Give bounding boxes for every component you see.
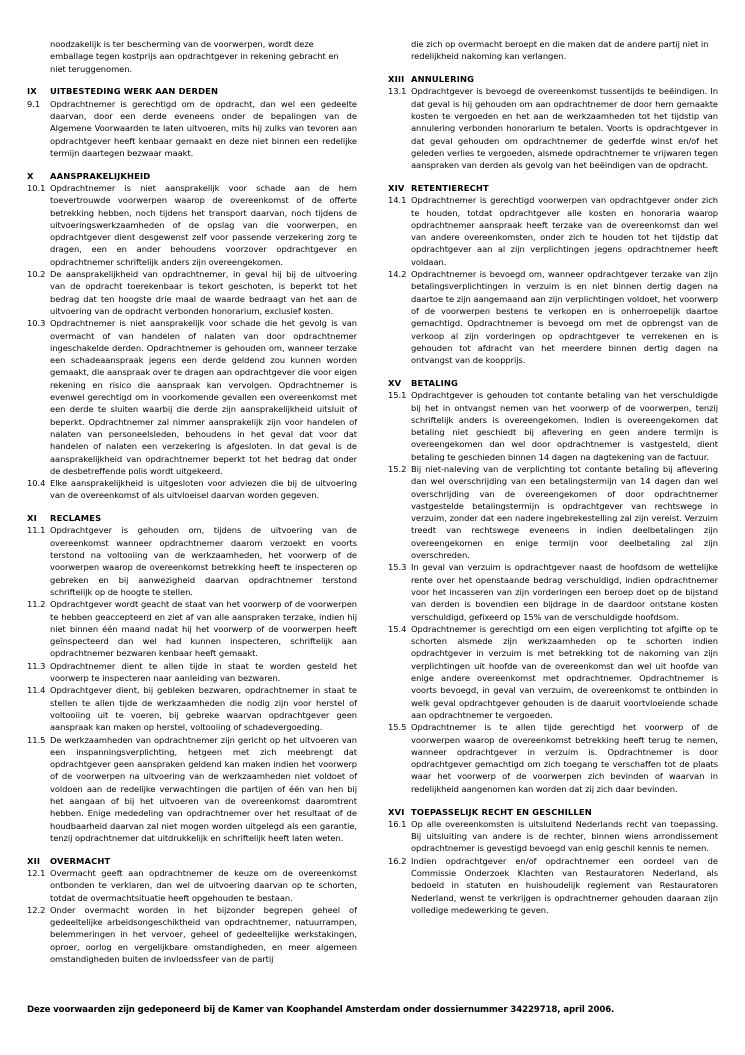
clause-text: Onder overmacht worden in het bijzonder begrepen geheel of gedeeltelijke arbeidsongeschiktheid van opdrachtnemer, natuurrampen, belemmeringen in het vervoer, geheel of gedeeltelijke werkstakingen, oproer, oorlog en vergelijkbare omstandigheden, en meer algemeen omstandigheden buiten de invloedssfeer van de partij — [50, 904, 357, 965]
clause-text: De werkzaamheden van opdrachtnemer zijn gericht op het uitvoeren van een inspanningsverplichting, hetgeen met zich meebrengt dat opdrachtgever geen aanspraken geldend kan maken indien het voorwerp of de voorwerpen na uitvoering van de werkzaamheden niet voldoet of voldoen aan de redelijke verwachtingen die partijen of één van hen bij het aangaan of bij het uitvoeren van de overeenkomst daaromtrent hebben. Enige mededeling van opdrachtnemer over het resultaat of de houdbaarheid daarvan zal niet mogen worden uitgelegd als een garantie, tenzij opdrachtnemer dat uitdrukkelijk en schriftelijk heeft laten weten. — [50, 734, 357, 843]
clause-text: Indien opdrachtgever en/of opdrachtnemer een oordeel van de Commissie Onderzoek Klachten van Restauratoren Nederland, als bedoeld in statuten en huishoudelijk reglement van Restauratoren Nederland, wenst te verkrijgen is opdrachtnemer gehouden daaraan zijn volledige medewerking te geven. — [411, 855, 718, 915]
clause-row — [388, 268, 718, 366]
clause-number: 15.1 — [388, 390, 407, 401]
clause-number: 10.3 — [27, 318, 46, 329]
clause-number: 15.3 — [388, 562, 407, 573]
clause-row — [27, 598, 357, 659]
section-roman-number: XV — [388, 377, 402, 388]
section-title: AANSPRAKELIJKHEID — [50, 170, 151, 181]
left-continuation-paragraph: noodzakelijk is ter bescherming van de voorwerpen, wordt deze emballage tegen kostprijs aan opdrachtgever in rekening gebracht en niet teruggenomen. — [50, 39, 339, 74]
clause-row — [27, 317, 357, 477]
section-heading — [388, 182, 718, 194]
clause-number: 14.2 — [388, 269, 407, 280]
section-heading — [388, 806, 718, 818]
clause-text: Opdrachtgever dient, bij gebleken bezwaren, opdrachtnemer in staat te stellen te allen tijde de werkzaamheden die nodig zijn voor herstel of voltooiing uit te voeren, bij gebreke waarvan opdrachtgever geen aanspraak kan maken op herstel, voltooiing of schadevergoeding. — [50, 685, 357, 733]
clause-row — [27, 98, 357, 159]
clause-row — [27, 660, 357, 685]
right-column — [388, 38, 718, 965]
section-title: ANNULERING — [411, 74, 475, 85]
clause-number: 16.2 — [388, 855, 407, 866]
clause-row — [27, 182, 357, 268]
clause-row — [388, 389, 718, 463]
clause-number: 10.4 — [27, 478, 46, 489]
left-column — [27, 38, 357, 965]
clause-number: 11.2 — [27, 599, 46, 610]
clause-text: Opdrachtnemer is niet aansprakelijk voor schade aan de hem toevertrouwde voorwerpen waarop de overeenkomst of de offerte betrekking hebben, noch tijdens het transport daarvan, noch tijdens de uitvoeringswerkzaamheden of de opslag van die voorwerpen, en opdrachtgever dient desgewenst zelf voor passende verzekering zorg te dragen, een en ander behoudens voorzover opdrachtgever en opdrachtnemer schriftelijk anders zijn overeengekomen. — [50, 182, 357, 267]
section-title: BETALING — [411, 377, 459, 388]
clause-row — [388, 561, 718, 622]
clause-number: 10.2 — [27, 269, 46, 280]
clause-text: Opdrachtnemer is bevoegd om, wanneer opdrachtgever terzake van zijn betalingsverplichtingen in verzuim is en niet binnen dertig dagen na daartoe te zijn aangemaand aan zijn verplichtingen voldoet, het voorwerp of de voorwerpen bestens te verkopen en is onherroepelijk daartoe gemachtigd. Opdrachtnemer is bevoegd om met de opbrengst van de verkoop al zijn vorderingen op opdrachtgever te verrekenen en is gehouden tot afdracht van het meerdere binnen dertig dagen na ontvangst van de koopprijs. — [411, 269, 718, 366]
section-heading — [27, 512, 357, 524]
clause-number: 12.1 — [27, 868, 46, 878]
clause-row — [388, 818, 718, 855]
section-title: RETENTIERECHT — [411, 182, 489, 193]
section-heading — [388, 377, 718, 389]
section-roman-number: XI — [27, 513, 37, 524]
section-roman-number: XII — [27, 855, 41, 866]
clause-number: 11.3 — [27, 660, 46, 671]
clause-text: De aansprakelijkheid van opdrachtnemer, in geval hij bij de uitvoering van de opdracht toerekenbaar is tekort geschoten, is beperkt tot het bedrag dat ten hoogste drie maal de waarde bedraagt van het aan de uitvoering van de opdracht verbonden honorarium, exclusief kosten. — [50, 269, 357, 316]
clause-number: 10.1 — [27, 182, 46, 193]
clause-number: 15.4 — [388, 623, 407, 634]
section-heading — [27, 170, 357, 182]
clause-row — [27, 524, 357, 598]
section-heading — [388, 73, 718, 85]
clause-number: 11.1 — [27, 525, 46, 536]
clause-text: Op alle overeenkomsten is uitsluitend Nederlands recht van toepassing. Bij uitsluiting van andere is de rechter, binnen wiens arrondissement opdrachtnemer is gevestigd bevoegd van enig geschil kennis te nemen. — [411, 818, 718, 854]
clause-text: Opdrachtnemer dient te allen tijde in staat te worden gesteld het voorwerp te inspecteren naar aanleiding van bezwaren. — [50, 660, 357, 684]
clause-row — [388, 463, 718, 561]
clause-text: Opdrachtnemer is gerechtigd om een eigen verplichting tot afgifte op te schorten alsmede zijn werkzaamheden op te schorten indien opdrachtgever in verzuim is met betrekking tot de nakoming van zijn verplichtingen uit hoofde van de overeenkomst dan wel uit hoofde van enige andere overeenkomst met opdrachtnemer. Opdrachtnemer is voorts bevoegd, in geval van verzuim, de overeenkomst te ontbinden in welk geval opdrachtgever gehouden is de daaruit voortvloeiende schade aan opdrachtnemer te vergoeden. — [411, 623, 718, 720]
section-title: TOEPASSELIJK RECHT EN GESCHILLEN — [411, 806, 592, 817]
clause-text: Opdrachtnemer is gerechtigd voorwerpen van opdrachtgever onder zich te houden, totdat opdrachtgever alle kosten en honoraria waarop opdrachtnemer aanspraak heeft terzake van de overeenkomst dan wel van andere overeenkomsten, onder zich te houden tot het tijdstip dat opdrachtgever aan al zijn verplichtingen jegens opdrachtnemer heeft voldaan. — [411, 195, 718, 267]
clause-row — [27, 268, 357, 317]
clause-text: In geval van verzuim is opdrachtgever naast de hoofdsom de wettelijke rente over het openstaande bedrag verschuldigd, indien opdrachtnemer voor het incasseren van zijn vorderingen een beroep doet op de bijstand van derden is bovendien een bijdrage in de daardoor ontstane kosten verschuldigd, gefixeerd op 15% van de verschuldigde hoofdsom. — [411, 562, 718, 622]
section-title: UITBESTEDING WERK AAN DERDEN — [50, 86, 219, 97]
clause-text: Opdrachtgever wordt geacht de staat van het voorwerp of de voorwerpen te hebben geaccepteerd en ziet af van alle aanspraken terzake, indien hij niet binnen één maand nadat hij het voorwerp of de voorwerpen heeft geïnspecteerd dan wel had kunnen inspecteren, schriftelijk aan opdrachtnemer bezwaren kenbaar heeft gemaakt. — [50, 599, 357, 659]
clause-row — [27, 867, 357, 904]
clause-number: 16.1 — [388, 818, 407, 829]
clause-text: Overmacht geeft aan opdrachtnemer de keuze om de overeenkomst ontbonden te verklaren, dan wel de uitvoering daarvan op te schorten, totdat de overmachtsituatie heeft opgehouden te bestaan. — [50, 868, 357, 903]
section-roman-number: XIV — [388, 182, 405, 193]
clause-row — [388, 855, 718, 916]
section-roman-number: XIII — [388, 74, 405, 85]
section-roman-number: IX — [27, 86, 37, 97]
clause-text: Opdrachtnemer is niet aansprakelijk voor schade die het gevolg is van overmacht of van handelen of nalaten van door opdrachtnemer ingeschakelde derden. Opdrachtnemer is gehouden om, wanneer terzake een schadeaanspraak jegens een derde geldend zou kunnen worden gemaakt, die aanspraak over te dragen aan opdrachtgever die voor eigen rekening en risico die aanspraak kan vervolgen. Opdrachtnemer is evenwel gerechtigd om in voorkomende gevallen een overeenkomst met een derde te sluiten waarbij die derde zijn aansprakelijkheid uitsluit of beperkt. Opdrachtnemer zal nimmer aansprakelijk zijn voor handelen of nalaten van personeelsleden, behoudens in het geval dat voor dat handelen of nalaten een verzekering is afgesloten. In dat geval is de aansprakelijkheid van opdrachtnemer beperkt tot het bedrag dat onder de desbetreffende polis wordt uitgekeerd. — [50, 318, 357, 476]
section-roman-number: X — [27, 170, 34, 181]
page-footer-note: Deze voorwaarden zijn gedeponeerd bij de Kamer van Koophandel Amsterdam onder dossiernummer 34229718, april 2006. — [27, 1005, 615, 1015]
clause-number: 11.4 — [27, 685, 46, 696]
clause-text: Opdrachtgever is bevoegd de overeenkomst tussentijds te beëindigen. In dat geval is hij gehouden om aan opdrachtnemer de door hem gemaakte kosten te vergoeden en het aan de werkzaamheden tot het tijdstip van annulering verbonden honorarium te betalen. Voorts is opdrachtgever in dat geval gehouden om opdrachtnemer de gederfde winst en/of het geleden verlies te vergoeden, alsmede opdrachtnemer te vrijwaren tegen aanspraken van derden als gevolg van het beëindigen van de opdracht. — [411, 86, 718, 171]
clause-number: 11.5 — [27, 734, 46, 745]
clause-number: 13.1 — [388, 86, 407, 97]
clause-text: Opdrachtnemer is gerechtigd om de opdracht, dan wel een gedeelte daarvan, door een derde eveneens onder de bepalingen van de Algemene Voorwaarden te laten uitvoeren, mits hij zulks van tevoren aan opdrachtgever heeft kenbaar gemaakt en deze niet binnen een redelijke termijn daartegen bezwaar maakt. — [50, 98, 357, 158]
clause-row — [388, 85, 718, 171]
clause-number: 12.2 — [27, 904, 46, 915]
clause-text: Opdrachtnemer is te allen tijde gerechtigd het voorwerp of de voorwerpen waarop de overeenkomst betrekking heeft terug te nemen, wanneer opdrachtgever in verzuim is. Opdrachtnemer is door opdrachtgever gemachtigd om zich toegang te verschaffen tot de plaats waar het voorwerp of de voorwerpen zich bevinden of waarvan in redelijkheid aangenomen kan worden dat zij zich daar bevinden. — [411, 722, 718, 794]
section-title: OVERMACHT — [50, 855, 111, 866]
right-sections-container — [388, 73, 718, 916]
clause-number: 15.5 — [388, 722, 407, 733]
clause-row — [388, 721, 718, 795]
left-sections-container — [27, 85, 357, 965]
clause-text: Opdrachtgever is gehouden om, tijdens de uitvoering van de overeenkomst wanneer opdrachtnemer daarom verzoekt en voorts terstond na voltooiing van de werkzaamheden, het voorwerp of de voorwerpen waarop de overeenkomst betrekking heeft te inspecteren op gebreken en bij aanwezigheid daarvan opdrachtnemer terstond schriftelijk op de hoogte te stellen. — [50, 525, 357, 597]
clause-text: Opdrachtgever is gehouden tot contante betaling van het verschuldigde bij het in ontvangst nemen van het voorwerp of de voorwerpen, tenzij schriftelijk anders is overeengekomen. Indien is overeengekomen dat betaling niet geschiedt bij aflevering en geen andere termijn is overeengekomen dan wel door opdrachtnemer is vastgesteld, dient betaling te geschieden binnen 14 dagen na dagtekening van de factuur. — [411, 390, 718, 462]
section-title: RECLAMES — [50, 513, 102, 524]
clause-row — [27, 477, 357, 502]
section-roman-number: XVI — [388, 806, 405, 817]
clause-number: 14.1 — [388, 195, 407, 206]
two-column-body — [27, 38, 718, 965]
right-continuation-paragraph: die zich op overmacht beroept en die maken dat de andere partij niet in redelijkheid nakoming kan verlangen. — [411, 39, 709, 62]
clause-number: 9.1 — [27, 98, 41, 109]
clause-text: Bij niet-naleving van de verplichting tot contante betaling bij aflevering dan wel overschrijding van een betalingstermijn van 14 dagen dan wel overschrijding van de overeengekomen of door opdrachtnemer vastgestelde betalingstermijn is opdrachtgever van rechtswege in verzuim, zonder dat een nadere ingebrekestelling zal zijn vereist. Verzuim treedt van rechtswege eveneens in indien deelbetalingen zijn overeengekomen en enige termijn voor deelbetaling zal zijn overschreden. — [411, 464, 718, 561]
clause-text: Elke aansprakelijkheid is uitgesloten voor adviezen die bij de uitvoering van de overeenkomst of als uitvloeisel daarvan worden gegeven. — [50, 478, 357, 501]
section-heading — [27, 85, 357, 97]
clause-row — [388, 194, 718, 268]
clause-row — [27, 684, 357, 733]
clause-number: 15.2 — [388, 464, 407, 474]
clause-row — [27, 734, 357, 845]
clause-row — [388, 623, 718, 721]
clause-row — [27, 904, 357, 965]
section-heading — [27, 855, 357, 867]
